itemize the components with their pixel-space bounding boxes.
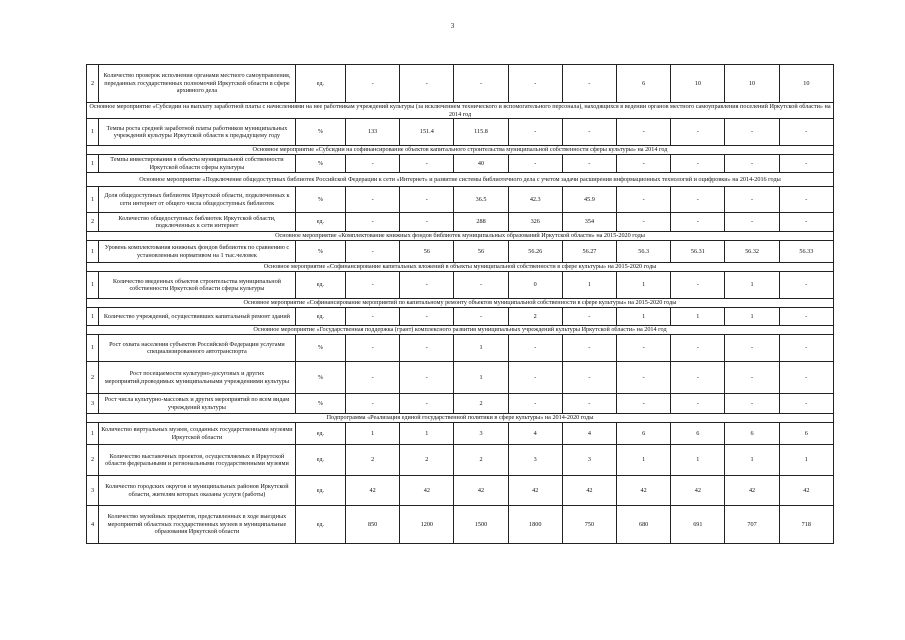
- value-cell: -: [671, 119, 725, 146]
- row-number: 1: [87, 423, 99, 445]
- value-cell: 1: [454, 335, 508, 362]
- value-cell: 1: [725, 272, 779, 299]
- value-cell: -: [779, 335, 833, 362]
- section-header-row: [87, 326, 834, 335]
- unit-cell: %: [295, 187, 345, 213]
- section-header-row: [87, 299, 834, 308]
- indicator-name: Количество общедоступных библиотек Иркутской области, подключенных к сети интернет: [99, 213, 296, 232]
- indicator-name: Количество музейных предметов, представленных в ходе выездных мероприятий областных государственных музеев в муниципальные образования Иркутской области: [99, 506, 296, 544]
- value-cell: 1: [671, 308, 725, 326]
- indicator-name: Количество выставочных проектов, осуществляемых в Иркутской области федеральными и региональными государственными музеями: [99, 445, 296, 476]
- indicator-name: Количество виртуальных музеев, созданных государственными музеями Иркутской области: [99, 423, 296, 445]
- section-header-row: [87, 103, 834, 119]
- value-cell: 0: [508, 272, 562, 299]
- unit-cell: %: [295, 155, 345, 173]
- value-cell: 354: [562, 213, 616, 232]
- table-row: [87, 335, 834, 362]
- value-cell: 2: [454, 394, 508, 414]
- row-number: 2: [87, 65, 99, 103]
- value-cell: -: [346, 335, 400, 362]
- section-title: Подпрограмма «Реализация единой государственной политики в сфере культуры» на 2014-2020 годы: [87, 414, 834, 423]
- value-cell: -: [562, 308, 616, 326]
- value-cell: 2: [508, 308, 562, 326]
- value-cell: -: [508, 155, 562, 173]
- table-row: [87, 394, 834, 414]
- value-cell: 56.26: [508, 241, 562, 263]
- indicator-name: Доля общедоступных библиотек Иркутской области, подключенных к сети интернет от общего числа общедоступных библиотек: [99, 187, 296, 213]
- value-cell: 42.3: [508, 187, 562, 213]
- value-cell: 326: [508, 213, 562, 232]
- value-cell: 56.27: [562, 241, 616, 263]
- value-cell: -: [617, 187, 671, 213]
- section-title: Основное мероприятие «Комплектование книжных фондов библиотек муниципальных образований Иркутской области» на 2015-2020 годы: [87, 232, 834, 241]
- value-cell: 1: [562, 272, 616, 299]
- value-cell: -: [725, 187, 779, 213]
- value-cell: 3: [454, 423, 508, 445]
- value-cell: 6: [617, 423, 671, 445]
- value-cell: -: [725, 155, 779, 173]
- table-row: [87, 362, 834, 394]
- value-cell: -: [562, 65, 616, 103]
- value-cell: 1500: [454, 506, 508, 544]
- value-cell: -: [725, 362, 779, 394]
- value-cell: 6: [725, 423, 779, 445]
- value-cell: -: [671, 155, 725, 173]
- value-cell: 1: [725, 445, 779, 476]
- value-cell: 115.8: [454, 119, 508, 146]
- value-cell: 750: [562, 506, 616, 544]
- unit-cell: %: [295, 241, 345, 263]
- unit-cell: %: [295, 394, 345, 414]
- value-cell: 1: [617, 445, 671, 476]
- row-number: 1: [87, 308, 99, 326]
- value-cell: 1: [671, 445, 725, 476]
- value-cell: 10: [725, 65, 779, 103]
- table-row: [87, 272, 834, 299]
- section-header-row: [87, 263, 834, 272]
- value-cell: 42: [400, 476, 454, 506]
- value-cell: -: [454, 308, 508, 326]
- value-cell: -: [346, 155, 400, 173]
- value-cell: -: [400, 187, 454, 213]
- value-cell: -: [779, 308, 833, 326]
- value-cell: -: [671, 335, 725, 362]
- value-cell: -: [346, 187, 400, 213]
- value-cell: -: [779, 272, 833, 299]
- value-cell: -: [400, 308, 454, 326]
- value-cell: -: [671, 272, 725, 299]
- value-cell: -: [508, 119, 562, 146]
- section-title: Основное мероприятие «Субсидии на выплату заработной платы с начислениями на нее работникам учреждений культуры (за исключением технического и вспомогательного персонала), находящихся в ведении органов местного самоуправления поселений Иркутской области» на 2014 год: [87, 103, 834, 119]
- value-cell: 4: [508, 423, 562, 445]
- value-cell: -: [346, 213, 400, 232]
- value-cell: 133: [346, 119, 400, 146]
- value-cell: 1: [454, 362, 508, 394]
- row-number: 2: [87, 362, 99, 394]
- value-cell: 56.33: [779, 241, 833, 263]
- value-cell: 42: [508, 476, 562, 506]
- row-number: 3: [87, 394, 99, 414]
- value-cell: -: [346, 241, 400, 263]
- value-cell: -: [508, 335, 562, 362]
- unit-cell: ед.: [295, 445, 345, 476]
- value-cell: -: [671, 187, 725, 213]
- indicator-name: Темпы роста средней заработной платы работников муниципальных учреждений культуры Иркутской области к предыдущему году: [99, 119, 296, 146]
- table-row: [87, 423, 834, 445]
- value-cell: -: [779, 155, 833, 173]
- value-cell: 1: [617, 272, 671, 299]
- value-cell: -: [400, 394, 454, 414]
- row-number: 2: [87, 213, 99, 232]
- value-cell: -: [346, 65, 400, 103]
- value-cell: -: [562, 119, 616, 146]
- value-cell: -: [617, 119, 671, 146]
- value-cell: -: [725, 394, 779, 414]
- value-cell: -: [346, 362, 400, 394]
- value-cell: 42: [725, 476, 779, 506]
- section-header-row: [87, 173, 834, 187]
- value-cell: -: [562, 155, 616, 173]
- value-cell: -: [508, 362, 562, 394]
- table-row: [87, 187, 834, 213]
- indicator-name: Рост числа культурно-массовых и других мероприятий по всем видам учреждений культуры: [99, 394, 296, 414]
- indicators-table: [86, 64, 834, 544]
- value-cell: 56: [454, 241, 508, 263]
- row-number: 1: [87, 187, 99, 213]
- value-cell: -: [671, 362, 725, 394]
- value-cell: 288: [454, 213, 508, 232]
- value-cell: -: [725, 119, 779, 146]
- value-cell: 45.9: [562, 187, 616, 213]
- value-cell: 2: [454, 445, 508, 476]
- value-cell: -: [562, 394, 616, 414]
- unit-cell: %: [295, 119, 345, 146]
- row-number: 2: [87, 445, 99, 476]
- unit-cell: ед.: [295, 476, 345, 506]
- value-cell: -: [454, 272, 508, 299]
- indicator-name: Количество городских округов и муниципальных районов Иркутской области, жителям которых оказаны услуги (работы): [99, 476, 296, 506]
- value-cell: 1: [400, 423, 454, 445]
- row-number: 4: [87, 506, 99, 544]
- table-row: [87, 476, 834, 506]
- value-cell: 718: [779, 506, 833, 544]
- indicator-name: Количество проверок исполнения органами местного самоуправления, переданных государственных полномочий Иркутской области в сфере архивного дела: [99, 65, 296, 103]
- unit-cell: %: [295, 335, 345, 362]
- value-cell: -: [562, 335, 616, 362]
- value-cell: -: [400, 213, 454, 232]
- value-cell: -: [725, 335, 779, 362]
- value-cell: 4: [562, 423, 616, 445]
- value-cell: 1: [346, 423, 400, 445]
- table-row: [87, 65, 834, 103]
- section-header-row: [87, 146, 834, 155]
- unit-cell: %: [295, 362, 345, 394]
- table-row: [87, 155, 834, 173]
- value-cell: 42: [779, 476, 833, 506]
- value-cell: 56.3: [617, 241, 671, 263]
- value-cell: 10: [671, 65, 725, 103]
- value-cell: 42: [562, 476, 616, 506]
- value-cell: 1: [725, 308, 779, 326]
- value-cell: -: [779, 119, 833, 146]
- value-cell: -: [400, 362, 454, 394]
- table-row: [87, 308, 834, 326]
- value-cell: 42: [617, 476, 671, 506]
- indicator-name: Количество учреждений, осуществивших капитальный ремонт зданий: [99, 308, 296, 326]
- row-number: 1: [87, 241, 99, 263]
- table-row: [87, 445, 834, 476]
- table-row: [87, 241, 834, 263]
- value-cell: 3: [508, 445, 562, 476]
- value-cell: 3: [562, 445, 616, 476]
- value-cell: 10: [779, 65, 833, 103]
- value-cell: -: [562, 362, 616, 394]
- indicator-name: Уровень комплектования книжных фондов библиотек по сравнению с установленным нормативом на 1 тыс.человек: [99, 241, 296, 263]
- unit-cell: ед.: [295, 213, 345, 232]
- value-cell: -: [617, 394, 671, 414]
- indicator-name: Темпы инвестирования в объекты муниципальной собственности Иркутской области сферы культуры: [99, 155, 296, 173]
- value-cell: -: [617, 155, 671, 173]
- row-number: 1: [87, 155, 99, 173]
- indicator-name: Количество введенных объектов строительства муниципальной собственности Иркутской области сферы культуры: [99, 272, 296, 299]
- value-cell: 2: [346, 445, 400, 476]
- value-cell: -: [779, 362, 833, 394]
- value-cell: -: [617, 213, 671, 232]
- value-cell: 56.31: [671, 241, 725, 263]
- unit-cell: ед.: [295, 506, 345, 544]
- value-cell: 1: [779, 445, 833, 476]
- value-cell: 56: [400, 241, 454, 263]
- value-cell: -: [400, 65, 454, 103]
- value-cell: 2: [400, 445, 454, 476]
- row-number: 1: [87, 119, 99, 146]
- value-cell: 691: [671, 506, 725, 544]
- table-row: [87, 119, 834, 146]
- value-cell: -: [617, 362, 671, 394]
- value-cell: -: [346, 272, 400, 299]
- value-cell: 42: [671, 476, 725, 506]
- value-cell: 56.32: [725, 241, 779, 263]
- row-number: 1: [87, 272, 99, 299]
- value-cell: 1200: [400, 506, 454, 544]
- unit-cell: ед.: [295, 423, 345, 445]
- value-cell: 42: [454, 476, 508, 506]
- value-cell: -: [508, 65, 562, 103]
- value-cell: 850: [346, 506, 400, 544]
- value-cell: -: [671, 394, 725, 414]
- value-cell: 36.5: [454, 187, 508, 213]
- table-row: [87, 213, 834, 232]
- section-title: Основное мероприятие «Субсидии на софинансирование объектов капитального строительства муниципальной собственности сферы культуры» на 2014 год: [87, 146, 834, 155]
- value-cell: -: [454, 65, 508, 103]
- value-cell: -: [508, 394, 562, 414]
- section-title: Основное мероприятие «Софинансирование капитальных вложений в объекты муниципальной собственности в сфере культуры» на 2015-2020 годы: [87, 263, 834, 272]
- page-number: 3: [450, 22, 455, 30]
- section-title: Основное мероприятие «Подключение общедоступных библиотек Российской Федерации к сети «Интернет» и развитие системы библиотечного дела с учетом задачи расширения информационных технологий и оцифровки» на 2014-2016 годы: [87, 173, 834, 187]
- section-title: Основное мероприятие «Государственная поддержка (грант) комплексного развития муниципальных учреждений культуры Иркутской области» на 2014 год: [87, 326, 834, 335]
- value-cell: 42: [346, 476, 400, 506]
- row-number: 1: [87, 335, 99, 362]
- unit-cell: ед.: [295, 65, 345, 103]
- value-cell: -: [617, 335, 671, 362]
- value-cell: -: [400, 272, 454, 299]
- section-header-row: [87, 414, 834, 423]
- value-cell: -: [400, 335, 454, 362]
- value-cell: -: [779, 213, 833, 232]
- value-cell: -: [779, 187, 833, 213]
- row-number: 3: [87, 476, 99, 506]
- table-row: [87, 506, 834, 544]
- value-cell: 707: [725, 506, 779, 544]
- value-cell: 1: [617, 308, 671, 326]
- value-cell: -: [725, 213, 779, 232]
- value-cell: 6: [617, 65, 671, 103]
- value-cell: 6: [671, 423, 725, 445]
- value-cell: -: [346, 308, 400, 326]
- indicator-name: Рост посещаемости культурно-досуговых и других мероприятий,проводимых муниципальными учреждениями культуры: [99, 362, 296, 394]
- indicator-name: Рост охвата населения субъектов Российской Федерации услугами специализированного автотранспорта: [99, 335, 296, 362]
- section-title: Основное мероприятие «Софинансирование мероприятий по капитальному ремонту объектов муниципальной собственности в сфере культуры» на 2015-2020 годы: [87, 299, 834, 308]
- section-header-row: [87, 232, 834, 241]
- value-cell: -: [671, 213, 725, 232]
- value-cell: -: [400, 155, 454, 173]
- value-cell: -: [346, 394, 400, 414]
- value-cell: 1800: [508, 506, 562, 544]
- value-cell: 6: [779, 423, 833, 445]
- value-cell: 40: [454, 155, 508, 173]
- unit-cell: ед.: [295, 272, 345, 299]
- value-cell: 680: [617, 506, 671, 544]
- value-cell: 151.4: [400, 119, 454, 146]
- unit-cell: ед.: [295, 308, 345, 326]
- value-cell: -: [779, 394, 833, 414]
